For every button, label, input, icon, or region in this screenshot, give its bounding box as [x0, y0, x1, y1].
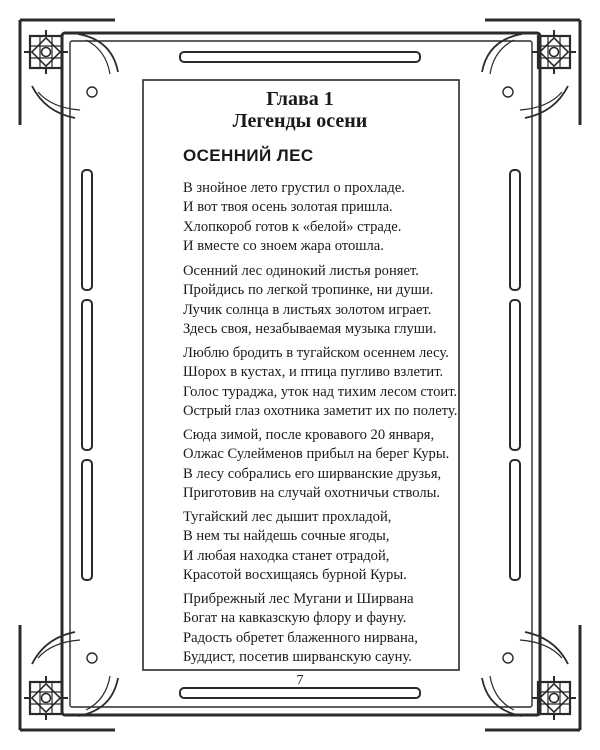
stanza-2	[183, 262, 436, 339]
verse-line: Тугайский лес дышит прохладой,	[183, 509, 392, 525]
verse-line: В знойное лето грустил о прохладе.	[183, 180, 405, 196]
verse-line: Богат на кавказскую флору и фауну.	[183, 610, 407, 627]
verse-line: Здесь своя, незабываемая музыка глуши.	[183, 320, 437, 337]
verse-line: Красотой восхищаясь бурной Куры.	[183, 566, 407, 583]
verse-line: Шорох в кустах, и птица пугливо взлетит.	[183, 364, 444, 381]
verse-line: Олжас Сулейменов прибыл на берег Куры.	[183, 446, 450, 463]
verse-line: В нем ты найдешь сочные ягоды,	[183, 528, 390, 545]
chapter-title: Легенды осени	[232, 110, 368, 132]
stanza-6	[183, 590, 418, 667]
page-number: 7	[296, 673, 304, 688]
verse-line: Прибрежный лес Мугани и Ширвана	[183, 591, 414, 607]
verse-line: Люблю бродить в тугайском осеннем лесу.	[183, 345, 449, 361]
stanza-1	[183, 179, 405, 256]
verse-line: Хлопкороб готов к «белой» страде.	[183, 218, 402, 235]
verse-line: Приготовив на случай охотничьи стволы.	[183, 484, 441, 501]
verse-line: Лучик солнца в листьях золотом играет.	[183, 301, 432, 318]
verse-line: Пройдись по легкой тропинке, ни души.	[183, 282, 434, 299]
verse-line: Сюда зимой, после кровавого 20 января,	[183, 427, 435, 443]
poem-title: ОСЕННИЙ ЛЕС	[183, 146, 314, 165]
verse-line: Острый глаз охотника заметит их по полету.	[183, 402, 458, 419]
verse-line: И вместе со зноем жара отошла.	[183, 237, 384, 254]
stanza-5	[183, 508, 407, 585]
verse-line: И любая находка станет отрадой,	[183, 547, 390, 564]
verse-line: Голос тураджа, уток над тихим лесом стоит.	[183, 383, 458, 400]
verse-line: В лесу собрались его ширванские друзья,	[183, 465, 442, 482]
verse-line: И вот твоя осень золотая пришла.	[183, 199, 393, 216]
stanza-4	[183, 426, 449, 503]
verse-line: Радость обретет блаженного нирвана,	[183, 629, 418, 646]
verse-line: Осенний лес одинокий листья роняет.	[183, 263, 419, 279]
verse-line: Буддист, посетив ширванскую сауну.	[183, 648, 412, 665]
chapter-heading: Глава 1	[266, 88, 334, 110]
stanza-3	[183, 344, 457, 421]
